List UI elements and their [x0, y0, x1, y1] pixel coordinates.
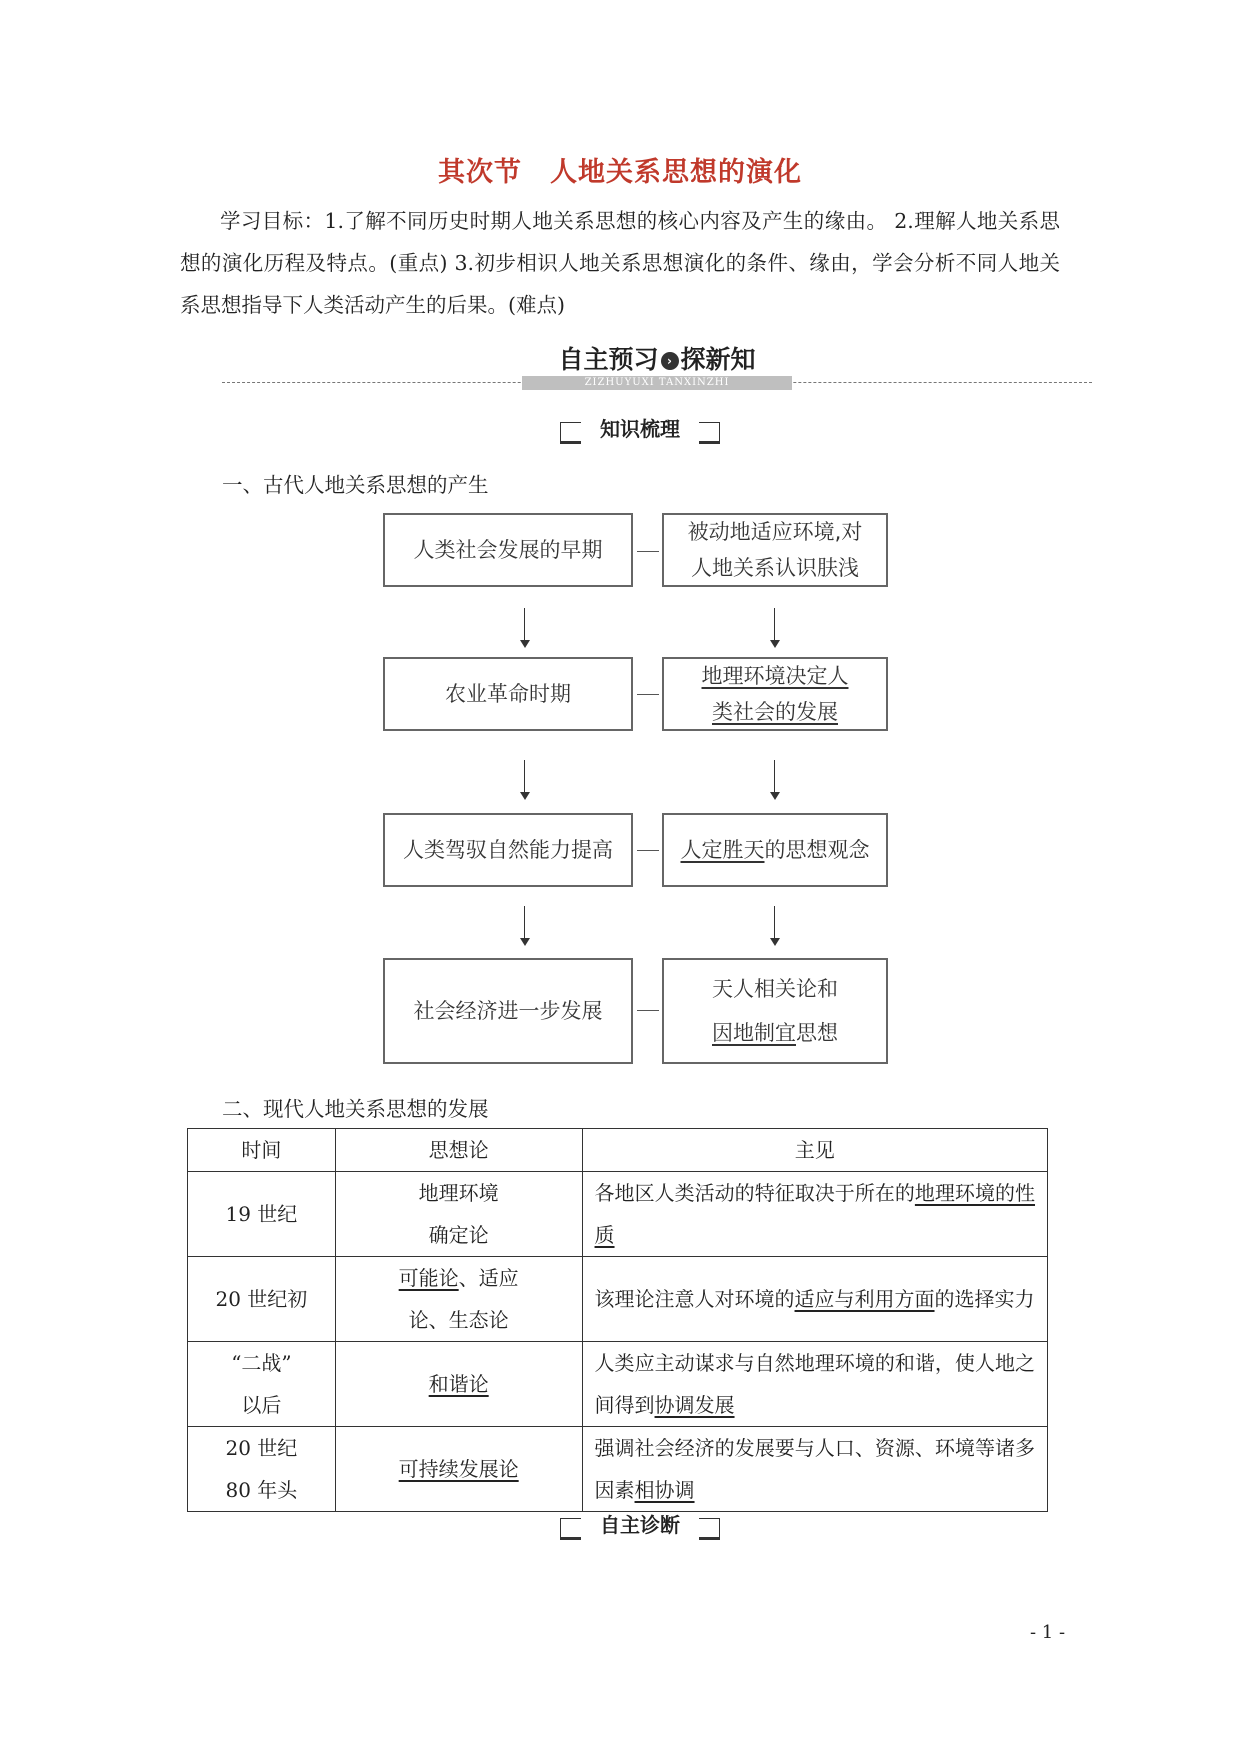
banner-title	[532, 340, 782, 376]
learning-objectives: 学习目标：1.了解不同历史时期人地关系思想的核心内容及产生的缘由。 2.理解人地关系思想的演化历程及特点。(重点) 3.初步相识人地关系思想演化的条件、缘由，学会分析不同人地关系思想指导下人类活动产生的后果。(难点)	[180, 209, 1060, 317]
section-tag-knowledge: 知识梳理	[560, 416, 720, 446]
header-theory: 思想论	[335, 1129, 582, 1172]
cell-theory: 和谐论	[335, 1342, 582, 1427]
header-time: 时间	[188, 1129, 336, 1172]
cell-view: 各地区人类活动的特征取决于所在的地理环境的性质	[582, 1172, 1047, 1257]
arrow-down-icon	[769, 608, 781, 648]
cell-view: 该理论注意人对环境的适应与利用方面的选择实力	[582, 1257, 1047, 1342]
table-header-row	[188, 1129, 1048, 1172]
cell-theory: 可能论、适应 论、生态论	[335, 1257, 582, 1342]
page-title: 其次节 人地关系思想的演化	[438, 157, 802, 188]
banner-right-text: 探新知	[680, 345, 756, 374]
connector-dash	[637, 694, 659, 695]
chevron-right-icon: ›	[661, 352, 679, 370]
arrow-down-icon	[519, 608, 531, 648]
cell-time: 20 世纪初	[188, 1257, 336, 1342]
cell-view: 人类应主动谋求与自然地理环境的和谐，使人地之间得到协调发展	[582, 1342, 1047, 1427]
cell-time: 19 世纪	[188, 1172, 336, 1257]
arrow-down-icon	[769, 760, 781, 800]
flow-left-2: 农业革命时期	[383, 657, 633, 731]
header-view: 主见	[582, 1129, 1047, 1172]
cell-view: 强调社会经济的发展要与人口、资源、环境等诸多因素相协调	[582, 1427, 1047, 1512]
banner-pinyin: ZIZHUYUXI TANXINZHI	[522, 376, 792, 390]
table-row	[188, 1342, 1048, 1427]
section-tag-diagnosis: 自主诊断	[560, 1512, 720, 1542]
banner-left-text: 自主预习	[558, 345, 659, 374]
flow-right-2: 地理环境决定人 类社会的发展	[662, 657, 888, 731]
flow-left-4: 社会经济进一步发展	[383, 958, 633, 1064]
flow-right-3: 人定胜天的思想观念	[662, 813, 888, 887]
connector-dash	[637, 850, 659, 851]
arrow-down-icon	[519, 906, 531, 946]
flow-left-1: 人类社会发展的早期	[383, 513, 633, 587]
table-row	[188, 1172, 1048, 1257]
flow-right-1: 被动地适应环境,对 人地关系认识肤浅	[662, 513, 888, 587]
theory-table	[187, 1128, 1048, 1512]
flow-left-3: 人类驾驭自然能力提高	[383, 813, 633, 887]
arrow-down-icon	[519, 760, 531, 800]
heading-modern: 二、现代人地关系思想的发展	[222, 1097, 489, 1121]
connector-dash	[637, 551, 659, 552]
table-row	[188, 1257, 1048, 1342]
page-number: - 1 -	[1030, 1622, 1066, 1643]
section-banner	[222, 340, 1092, 400]
cell-theory: 可持续发展论	[335, 1427, 582, 1512]
table-row	[188, 1427, 1048, 1512]
connector-dash	[637, 1010, 659, 1011]
cell-theory: 地理环境 确定论	[335, 1172, 582, 1257]
flow-right-4: 天人相关论和 因地制宜思想	[662, 958, 888, 1064]
cell-time: 20 世纪 80 年头	[188, 1427, 336, 1512]
cell-time: “二战” 以后	[188, 1342, 336, 1427]
arrow-down-icon	[769, 906, 781, 946]
heading-ancient: 一、古代人地关系思想的产生	[222, 473, 489, 497]
